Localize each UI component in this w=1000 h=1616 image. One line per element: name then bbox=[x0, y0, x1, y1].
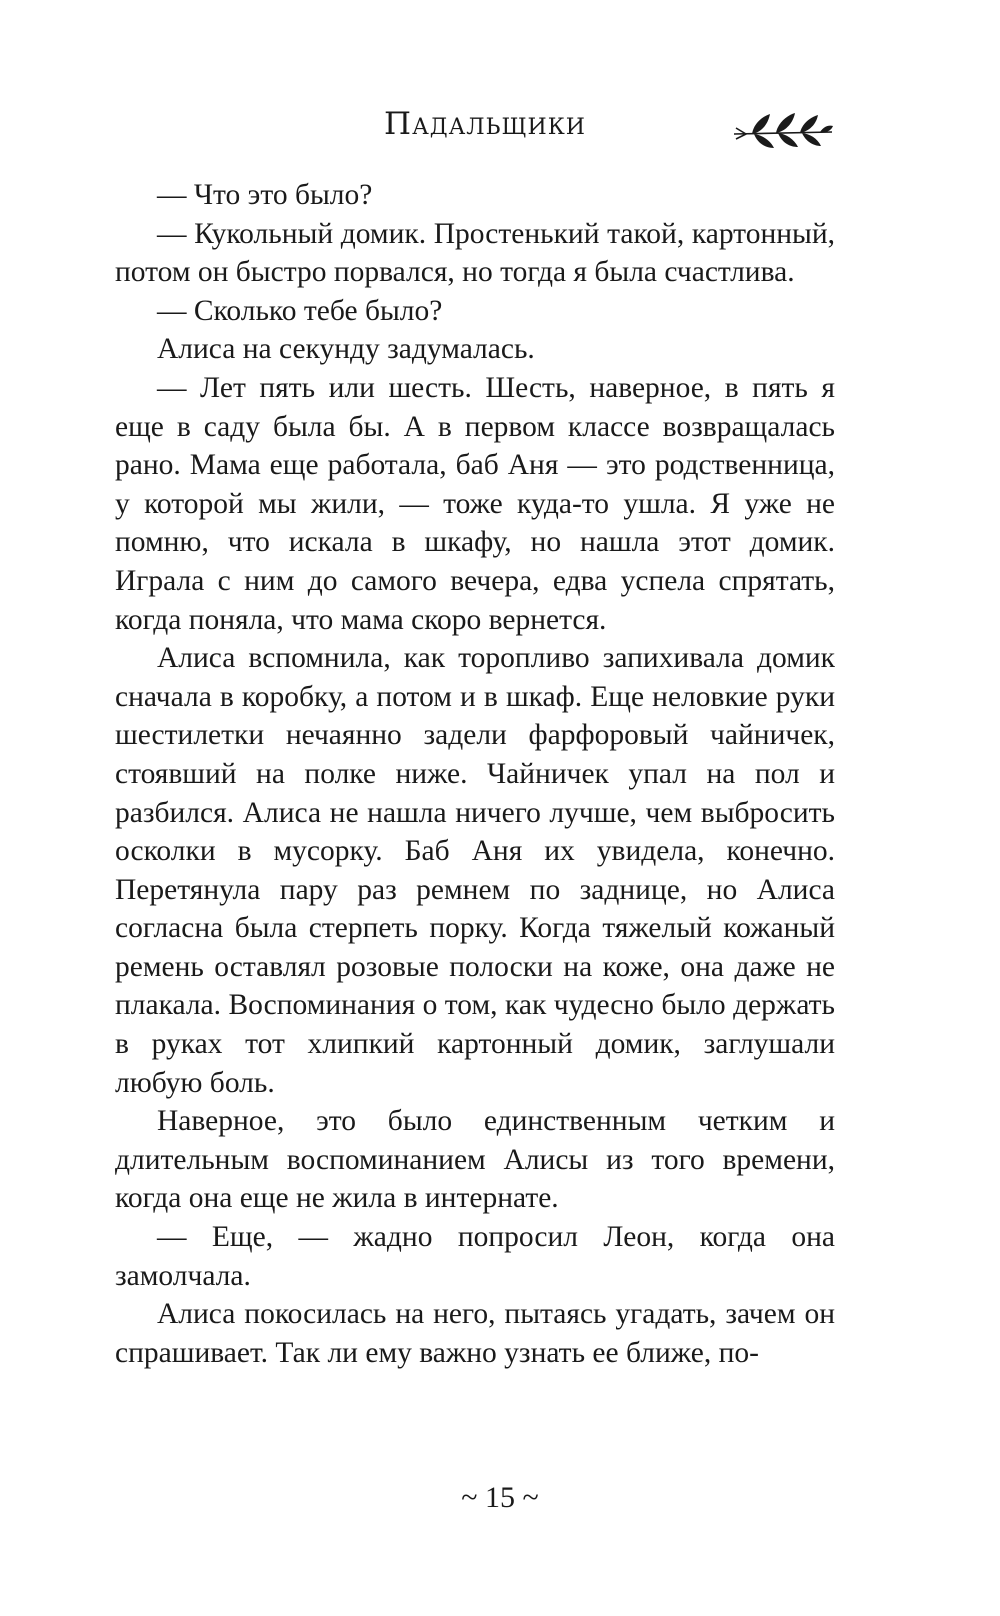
paragraph: Наверное, это было единственным четким и длительным воспоминанием Алисы из того времени, когда она еще не жила в интернате. bbox=[115, 1105, 835, 1215]
paragraph: — Лет пять или шесть. Шесть, наверное, в пять я еще в саду была бы. А в первом классе возвращалась рано. Мама еще работала, баб Аня — это родственница, у которой мы жили, — тоже куда-то ушла. Я уже не помню, что искала в шкафу, но нашла этот домик. Играла с ним до самого вечера, едва успела спрятать, когда поняла, что мама скоро вернется. bbox=[115, 371, 835, 636]
running-title: Падальщики bbox=[384, 106, 586, 142]
paragraph: — Что это было? bbox=[157, 179, 373, 211]
page-number: ~ 15 ~ bbox=[461, 1481, 539, 1514]
paragraph: — Сколько тебе было? bbox=[157, 294, 443, 327]
paragraph: — Кукольный домик. Простенький такой, картонный, потом он быстро порвался, но тогда я была счастлива. bbox=[115, 217, 835, 289]
paragraph: Алиса на секунду задумалась. bbox=[157, 333, 535, 366]
main-text bbox=[115, 176, 835, 1372]
paragraph: Алиса вспомнила, как торопливо запихивала домик сначала в коробку, а потом и в шкаф. Еще неловкие руки шестилетки нечаянно задели фарфоровый чайничек, стоявший на полке ниже. Чайничек упал на пол и разбился. Алиса не нашла ничего лучше, чем выбросить осколки в мусорку. Баб Аня их увидела, конечно. Перетянула пару раз ремнем по заднице, но Алиса согласна была стерпеть порку. Когда тяжелый кожаный ремень оставлял розовые полоски на коже, она даже не плакала. Воспоминания о том, как чудесно было держать в руках тот хлипкий картонный домик, заглушали любую боль. bbox=[115, 642, 835, 1099]
paragraph: — Еще, — жадно попросил Леон, когда она замолчала. bbox=[115, 1221, 835, 1292]
leaf-branch-icon bbox=[732, 106, 834, 156]
paragraph: Алиса покосилась на него, пытаясь угадать, зачем он спрашивает. Так ли ему важно узнать ее ближе, по- bbox=[115, 1298, 835, 1369]
